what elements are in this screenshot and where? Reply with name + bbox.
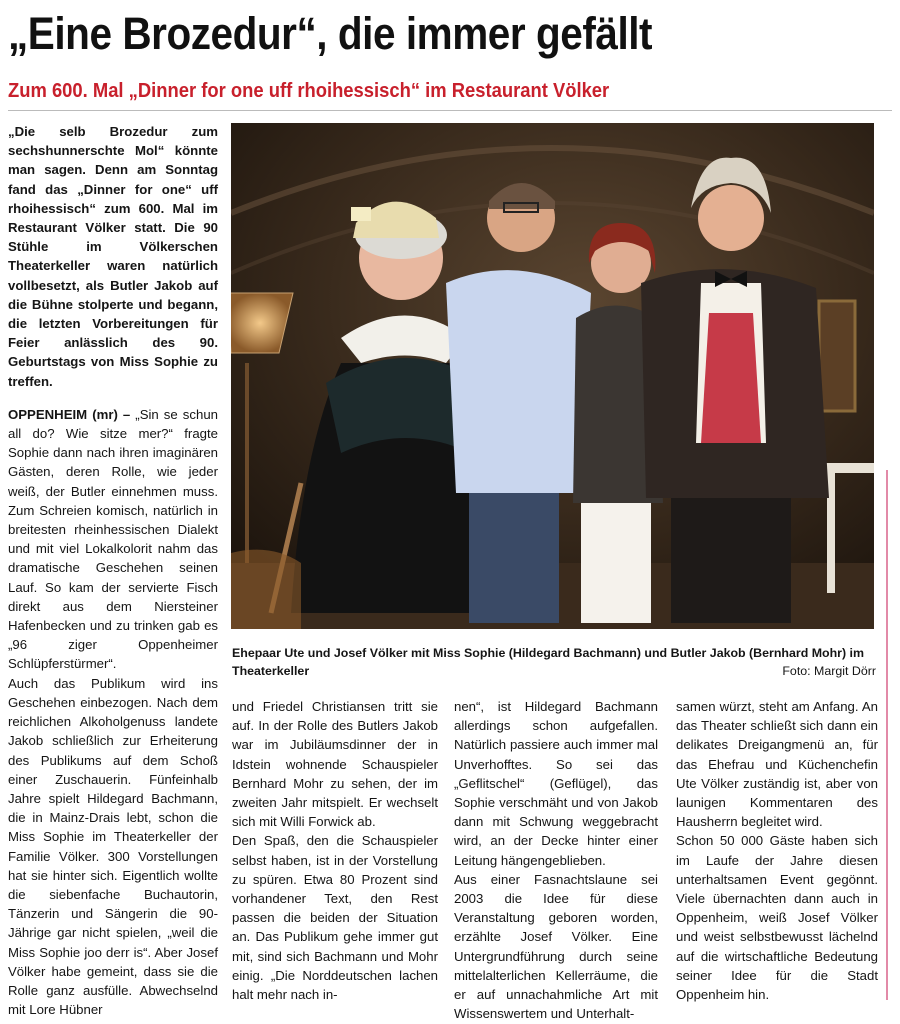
photo-caption: Ehepaar Ute und Josef Völker mit Miss Sophie (Hildegard Bachmann) und Butler Jakob (Bernhard Mohr) im Theaterkeller: [232, 646, 865, 678]
column-2: [232, 697, 438, 1004]
body-paragraph: Auch das Publikum wird ins Geschehen einbezogen. Nach dem reichlichen Alkoholgenuss landete Jakob schließlich zur Erheiterung des Publikums auf dem Schoß einer Zuschauerin. Fünfeinhalb Jahre spielt Hildegard Bachmann, die in Mainz-Drais lebt, schon die Miss Sophie im Theaterkeller der Familie Völker. 300 Vorstellungen hat sie hinter sich. Eigentlich wollte die siebenfache Buchautorin, Tänzerin und Sängerin die 90-Jährige gar nicht spielen, „weil die Miss Sophie joo derr is“. Aber Josef Völker habe gemeint, dass sie die Rolle ganz ausfülle. Abwechselnd mit Lore Hübner: [8, 675, 218, 1018]
dateline: OPPENHEIM (mr) –: [8, 406, 131, 422]
body-paragraph: [8, 405, 218, 674]
column-4: [676, 697, 878, 1004]
column-left: [8, 122, 218, 1019]
photo-illustration: [231, 123, 874, 629]
body-paragraph: Schon 50 000 Gäste haben sich im Laufe der Jahre diesen unterhaltsamen Event gegönnt. Viele übernachten dann auch in Oppenheim, weiß Josef Völker und weist selbstbewusst lächelnd auf die wirtschaftliche Bedeutung seiner Idee für die Stadt Oppenheim hin.: [676, 833, 878, 1003]
headline: „Eine Brozedur“, die immer gefällt: [8, 8, 653, 59]
header-rule: [8, 110, 892, 111]
article-photo: [231, 123, 874, 629]
photo-credit: Foto: Margit Dörr: [782, 664, 876, 678]
lead-paragraph: „Die selb Brozedur zum sechshunnerschte Mol“ könnte man sagen. Denn am Sonntag fand das „Dinner for one“ uff rhoihessisch“ zum 600. Mal im Restaurant Völker statt. Die 90 Stühle im Völkerschen Theaterkeller waren natürlich vollbesetzt, als Butler Jakob auf die Bühne stolperte und begann, die letzten Vorbereitungen für Feier anlässlich des 90. Geburtstags von Miss Sophie zu treffen.: [8, 124, 218, 389]
body-text: „Sin se schun all do? Wie sitze mer?“ fragte Sophie dann nach ihren imaginären Gästen, deren Rolle, wie jeder weiß, der Butler einnehmen muss. Zum Schreien komisch, natürlich in breitesten rheinhessischen Dialekt und mit viel Lokalkolorit nahm das dramatische Geschehen seinen Lauf. So kam der servierte Fisch direkt aus dem Niersteiner Hafenbecken und zu trinken gab es „96 ziger Oppenheimer Schlüpferstürmer“.: [8, 406, 218, 672]
body-paragraph: Aus einer Fasnachtslaune sei 2003 die Idee für diese Veranstaltung geboren worden, erzählte Josef Völker. Eine Untergrundführung durch seine mittelalterlichen Kellerräume, die er auf unnachahmliche Art mit Wissenswertem und Unterhalt-: [454, 871, 658, 1022]
margin-accent-line: [886, 470, 888, 1000]
subheadline: Zum 600. Mal „Dinner for one uff rhoihessisch“ im Restaurant Völker: [8, 80, 610, 102]
body-paragraph: Den Spaß, den die Schauspieler selbst haben, ist in der Vorstellung zu spüren. Etwa 80 Prozent sind vorhandener Text, den Rest passen die beiden der Situation an. Das Publikum gehe immer gut mit, sind sich Bachmann und Mohr einig. „Die Norddeutschen lachen halt mehr nach in-: [232, 833, 438, 1003]
body-paragraph: samen würzt, steht am Anfang. An das Theater schließt sich dann ein delikates Dreigangmenü an, für das Ehefrau und Küchenchefin Ute Völker zuständig ist, aber von launigen Kommentaren des Hausherrn begleitet wird.: [676, 699, 878, 830]
body-paragraph: und Friedel Christiansen tritt sie auf. In der Rolle des Butlers Jakob war im Jubiläumsdinner der in Idstein wohnende Schauspieler Bernhard Mohr zu sehen, der im zweiten Jahr mitspielt. Er wechselt sich mit Willi Forwick ab.: [232, 699, 438, 830]
column-3: [454, 697, 658, 1023]
body-paragraph: nen“, ist Hildegard Bachmann allerdings schon aufgefallen. Natürlich passiere auch immer mal Unverhofftes. So sei das „Geflitschel“ (Geflügel), das Sophie verschmäht und von Jakob dann mit Schwung weggebracht wird, an der Decke hinter einer Leitung hängengeblieben.: [454, 699, 658, 868]
